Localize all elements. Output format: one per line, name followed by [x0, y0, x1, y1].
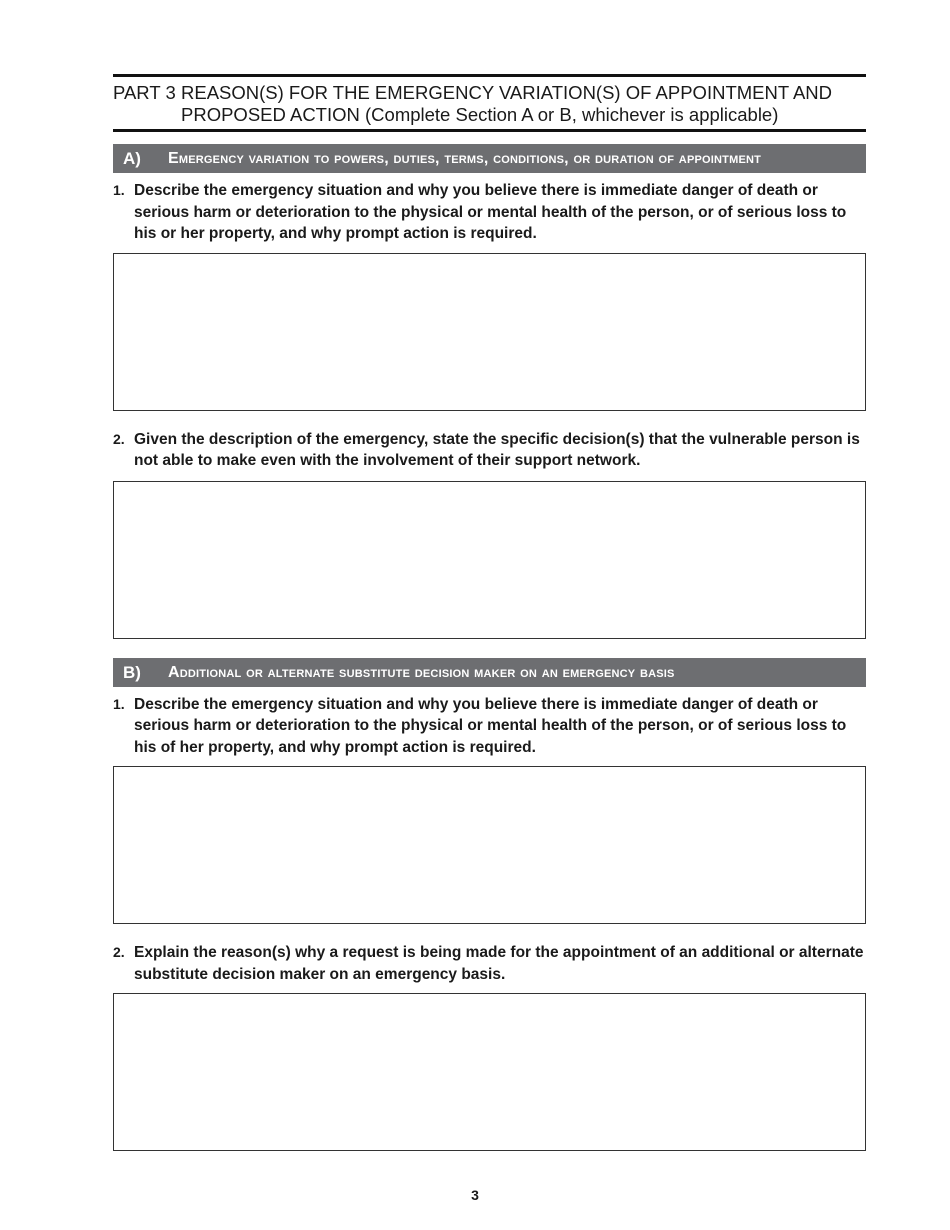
section-b-title: Additional or alternate substitute decision maker on an emergency basis: [168, 663, 675, 681]
part-label: PART 3: [113, 82, 176, 103]
question-number: 2.: [113, 944, 125, 960]
question-number: 1.: [113, 695, 125, 712]
section-a-title: Emergency variation to powers, duties, terms, conditions, or duration of appointment: [168, 150, 762, 167]
section-b-question-1: [113, 694, 866, 759]
question-text: Explain the reason(s) why a request is being made for the appointment of an additional or alternate substitute decision maker on an emergency basis.: [134, 944, 864, 983]
part-title: REASON(S) FOR THE EMERGENCY VARIATION(S) OF APPOINTMENT AND PROPOSED ACTION (Complete Section A or B, whichever is applicable): [181, 82, 833, 125]
section-a-question-1: [113, 180, 866, 245]
part-header: [113, 74, 866, 132]
question-text: Describe the emergency situation and why you believe there is immediate danger of death or serious harm or deterioration to the physical or mental health of the person, or of serious loss to his or her property, and why prompt action is required.: [134, 182, 847, 242]
section-a-letter: A): [123, 149, 141, 168]
section-a-answer-2-box[interactable]: [113, 481, 866, 639]
question-number: 2.: [113, 430, 125, 447]
question-text: Describe the emergency situation and why you believe there is immediate danger of death or serious harm or deterioration to the physical or mental health of the person, or of serious loss to his of her property, and why prompt action is required.: [134, 695, 847, 756]
section-a-answer-1-box[interactable]: [113, 253, 866, 411]
section-b-answer-2-box[interactable]: [113, 993, 866, 1151]
section-b-letter: B): [123, 662, 141, 682]
question-number: 1.: [113, 182, 125, 198]
question-text: Given the description of the emergency, state the specific decision(s) that the vulnerable person is not able to make even with the involvement of their support network.: [134, 430, 860, 469]
section-a-question-2: [113, 429, 866, 472]
section-b-header: [113, 658, 866, 687]
section-a-header: [113, 144, 866, 173]
section-b-answer-1-box[interactable]: [113, 766, 866, 924]
page-number: 3: [471, 1187, 479, 1203]
section-b-question-2: [113, 942, 866, 985]
form-page: [113, 74, 866, 1151]
